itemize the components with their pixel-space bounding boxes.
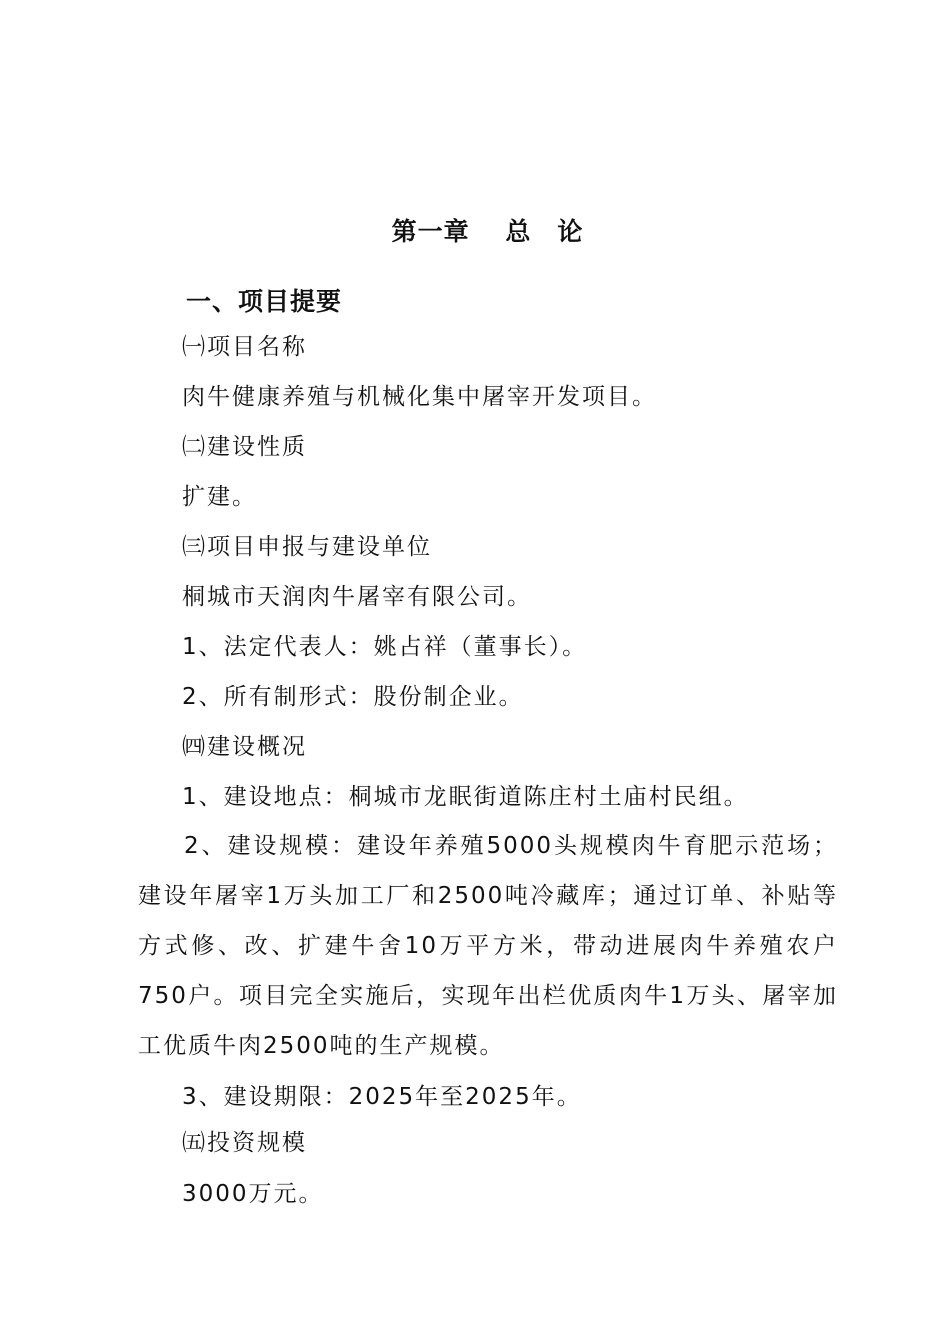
project-name: 肉牛健康养殖与机械化集中屠宰开发项目。: [182, 384, 657, 410]
nature-heading: ㈡建设性质: [182, 434, 307, 460]
legal-representative: 1、法定代表人：姚占祥（董事长）。: [182, 634, 588, 660]
unit: 桐城市天润肉牛屠宰有限公司。: [182, 584, 532, 610]
section-heading: 一、项目提要: [186, 287, 343, 316]
construction-scale: 2、建设规模：建设年养殖5000头规模肉牛育肥示范场；建设年屠宰1万头加工厂和2500吨冷藏库；通过订单、补贴等方式修、改、扩建牛舍10万平方米，带动进展肉牛养殖农户750户。项目完全实施后，实现年出栏优质肉牛1万头、屠宰加工优质牛肉2500吨的生产规模。: [138, 833, 838, 1059]
ownership-form: 2、所有制形式：股份制企业。: [182, 684, 524, 710]
project-name-heading: ㈠项目名称: [182, 334, 307, 360]
investment-heading: ㈤投资规模: [182, 1130, 307, 1156]
chapter-title: 第一章 总 论: [391, 217, 584, 246]
investment-amount: 3000万元。: [182, 1181, 324, 1207]
construction-period: 3、建设期限：2025年至2025年。: [182, 1084, 582, 1110]
construction-scale-paragraph: [138, 821, 838, 1071]
construction-location: 1、建设地点：桐城市龙眠街道陈庄村土庙村民组。: [182, 784, 749, 810]
nature: 扩建。: [182, 484, 257, 510]
overview-heading: ㈣建设概况: [182, 734, 307, 760]
unit-heading: ㈢项目申报与建设单位: [182, 534, 432, 560]
